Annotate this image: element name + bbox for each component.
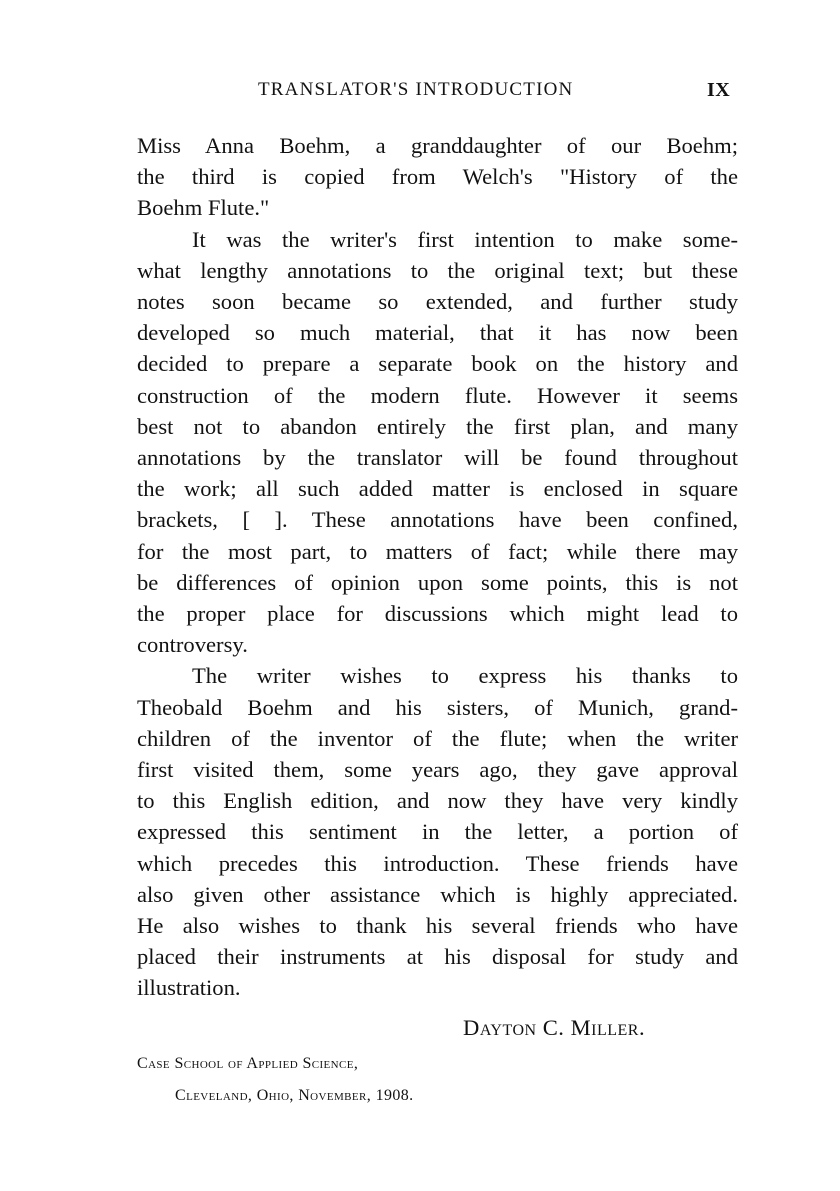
affiliation-place-date: Cleveland, Ohio, November, 1908.: [175, 1087, 414, 1104]
text-line: Miss Anna Boehm, a granddaughter of our Boehm;: [137, 133, 738, 158]
text-line: controversy.: [137, 632, 248, 658]
text-line: best not to abandon entirely the first plan, and many: [137, 413, 738, 439]
text-line: to this English edition, and now they have very kindly: [137, 788, 738, 814]
text-line: what lengthy annotations to the original text; but these: [137, 257, 738, 283]
text-line: illustration.: [137, 975, 241, 1001]
text-line: the work; all such added matter is enclosed in square: [137, 476, 738, 502]
page-number: IX: [707, 79, 731, 101]
text-line: the proper place for discussions which might lead to: [137, 601, 738, 627]
body-text: [137, 130, 738, 1004]
affiliation-institution: Case School of Applied Science,: [137, 1055, 359, 1072]
text-line: He also wishes to thank his several friends who have: [137, 913, 738, 939]
text-line: annotations by the translator will be found throughout: [137, 445, 738, 471]
text-line: be differences of opinion upon some points, this is not: [137, 569, 738, 595]
text-line: construction of the modern flute. However it seems: [137, 382, 738, 408]
text-line: also given other assistance which is highly appreciated.: [137, 881, 738, 907]
author-signature: Dayton C. Miller.: [463, 1015, 646, 1040]
text-line: Theobald Boehm and his sisters, of Munich, grand-: [137, 694, 738, 720]
paragraph-1: [137, 130, 738, 224]
text-line: Boehm Flute.": [137, 195, 270, 221]
text-line: brackets, [ ]. These annotations have been confined,: [137, 507, 738, 533]
paragraph-3: [137, 660, 738, 1003]
text-line: first visited them, some years ago, they gave approval: [137, 757, 738, 783]
text-line: children of the inventor of the flute; when the writer: [137, 725, 738, 751]
text-line: The writer wishes to express his thanks to: [192, 663, 738, 689]
text-line: notes soon became so extended, and further study: [137, 289, 738, 315]
text-line: expressed this sentiment in the letter, a portion of: [137, 819, 738, 845]
text-line: which precedes this introduction. These friends have: [137, 850, 738, 876]
text-line: It was the writer's first intention to make some-: [192, 226, 738, 252]
running-head-title: TRANSLATOR'S INTRODUCTION: [258, 79, 574, 100]
text-line: decided to prepare a separate book on the history and: [137, 351, 738, 377]
text-line: for the most part, to matters of fact; while there may: [137, 538, 738, 564]
text-line: placed their instruments at his disposal for study and: [137, 944, 738, 970]
paragraph-2: [137, 224, 738, 661]
text-line: developed so much material, that it has now been: [137, 320, 738, 346]
text-line: the third is copied from Welch's "History of the: [137, 164, 738, 190]
